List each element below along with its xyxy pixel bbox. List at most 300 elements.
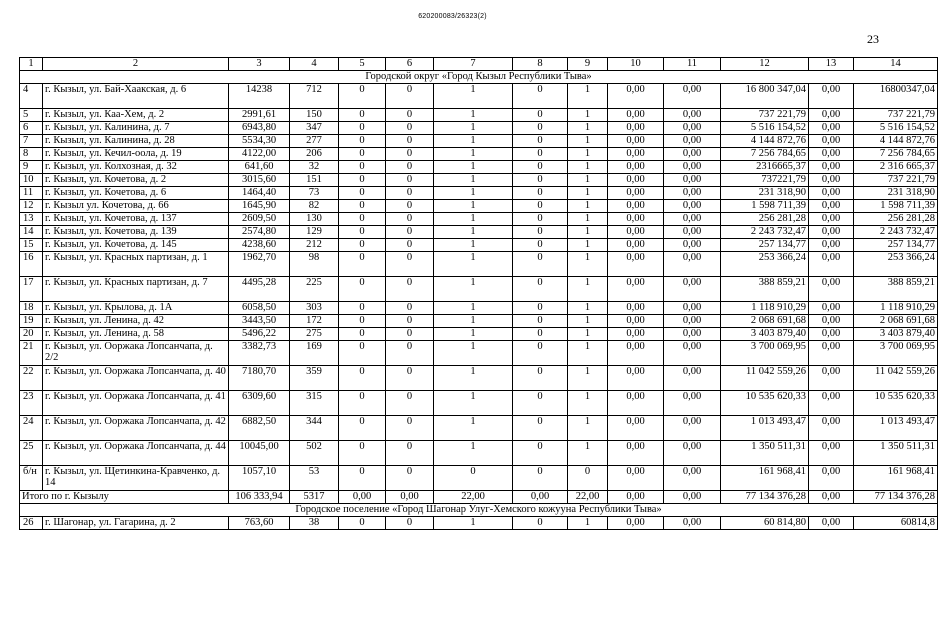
row-number: б/н	[20, 466, 43, 491]
column-header: 2	[43, 58, 229, 71]
cell-c3: 763,60	[229, 517, 290, 530]
table-row	[20, 135, 938, 148]
cell-c5: 0	[339, 517, 386, 530]
table-row	[20, 200, 938, 213]
row-number: 8	[20, 148, 43, 161]
cell-c6: 0	[386, 213, 434, 226]
row-number: 11	[20, 187, 43, 200]
cell-c3: 1962,70	[229, 252, 290, 277]
cell-c10: 0,00	[608, 416, 664, 441]
cell-c13: 0,00	[809, 239, 854, 252]
total-c3: 106 333,94	[229, 491, 290, 504]
cell-c9: 1	[568, 302, 608, 315]
cell-c8: 0	[513, 135, 568, 148]
total-c4: 5317	[290, 491, 339, 504]
cell-c13: 0,00	[809, 517, 854, 530]
cell-c14: 2 316 665,37	[854, 161, 938, 174]
row-address: г. Кызыл, ул. Крылова, д. 1А	[43, 302, 229, 315]
table-row	[20, 252, 938, 277]
cell-c12: 7 256 784,65	[721, 148, 809, 161]
row-address: г. Кызыл, ул. Кочетова, д. 6	[43, 187, 229, 200]
row-number: 10	[20, 174, 43, 187]
cell-c9: 1	[568, 84, 608, 109]
cell-c4: 359	[290, 366, 339, 391]
total-c11: 0,00	[664, 491, 721, 504]
cell-c6: 0	[386, 341, 434, 366]
cell-c3: 2609,50	[229, 213, 290, 226]
cell-c10: 0,00	[608, 161, 664, 174]
cell-c7: 1	[434, 200, 513, 213]
cell-c4: 98	[290, 252, 339, 277]
cell-c10: 0,00	[608, 277, 664, 302]
cell-c14: 16800347,04	[854, 84, 938, 109]
table-row	[20, 302, 938, 315]
cell-c10: 0,00	[608, 328, 664, 341]
cell-c6: 0	[386, 252, 434, 277]
cell-c13: 0,00	[809, 226, 854, 239]
table-row	[20, 328, 938, 341]
cell-c4: 502	[290, 441, 339, 466]
cell-c13: 0,00	[809, 122, 854, 135]
table-row	[20, 226, 938, 239]
row-number: 5	[20, 109, 43, 122]
cell-c10: 0,00	[608, 84, 664, 109]
table-row	[20, 187, 938, 200]
cell-c5: 0	[339, 84, 386, 109]
cell-c7: 1	[434, 302, 513, 315]
cell-c13: 0,00	[809, 84, 854, 109]
cell-c3: 6882,50	[229, 416, 290, 441]
cell-c10: 0,00	[608, 315, 664, 328]
cell-c5: 0	[339, 200, 386, 213]
cell-c4: 225	[290, 277, 339, 302]
cell-c5: 0	[339, 109, 386, 122]
cell-c7: 0	[434, 466, 513, 491]
cell-c3: 4122,00	[229, 148, 290, 161]
cell-c11: 0,00	[664, 148, 721, 161]
cell-c11: 0,00	[664, 174, 721, 187]
cell-c6: 0	[386, 315, 434, 328]
cell-c6: 0	[386, 122, 434, 135]
cell-c8: 0	[513, 174, 568, 187]
cell-c5: 0	[339, 174, 386, 187]
cell-c12: 257 134,77	[721, 239, 809, 252]
cell-c5: 0	[339, 122, 386, 135]
cell-c7: 1	[434, 161, 513, 174]
cell-c6: 0	[386, 239, 434, 252]
table-row	[20, 366, 938, 391]
cell-c14: 4 144 872,76	[854, 135, 938, 148]
cell-c5: 0	[339, 148, 386, 161]
cell-c8: 0	[513, 200, 568, 213]
table-row	[20, 213, 938, 226]
cell-c5: 0	[339, 277, 386, 302]
cell-c9: 1	[568, 252, 608, 277]
cell-c6: 0	[386, 200, 434, 213]
cell-c13: 0,00	[809, 391, 854, 416]
row-number: 18	[20, 302, 43, 315]
cell-c7: 1	[434, 174, 513, 187]
cell-c13: 0,00	[809, 302, 854, 315]
cell-c10: 0,00	[608, 341, 664, 366]
table-row	[20, 466, 938, 491]
row-number: 15	[20, 239, 43, 252]
cell-c8: 0	[513, 187, 568, 200]
cell-c12: 2 068 691,68	[721, 315, 809, 328]
section-row	[20, 71, 938, 84]
cell-c5: 0	[339, 366, 386, 391]
cell-c11: 0,00	[664, 239, 721, 252]
cell-c10: 0,00	[608, 226, 664, 239]
cell-c3: 4238,60	[229, 239, 290, 252]
cell-c3: 2991,61	[229, 109, 290, 122]
cell-c7: 1	[434, 187, 513, 200]
table-row	[20, 315, 938, 328]
cell-c3: 5534,30	[229, 135, 290, 148]
total-c7: 22,00	[434, 491, 513, 504]
cell-c4: 151	[290, 174, 339, 187]
cell-c12: 3 700 069,95	[721, 341, 809, 366]
cell-c4: 38	[290, 517, 339, 530]
cell-c11: 0,00	[664, 122, 721, 135]
cell-c8: 0	[513, 315, 568, 328]
row-address: г. Кызыл, ул. Ленина, д. 58	[43, 328, 229, 341]
section-title: Городской округ «Город Кызыл Республики Тыва»	[20, 71, 938, 84]
row-address: г. Кызыл, ул. Кечил-оола, д. 19	[43, 148, 229, 161]
cell-c8: 0	[513, 161, 568, 174]
cell-c8: 0	[513, 226, 568, 239]
cell-c9: 1	[568, 187, 608, 200]
column-header: 9	[568, 58, 608, 71]
cell-c9: 1	[568, 315, 608, 328]
cell-c14: 253 366,24	[854, 252, 938, 277]
cell-c8: 0	[513, 239, 568, 252]
cell-c11: 0,00	[664, 213, 721, 226]
cell-c6: 0	[386, 517, 434, 530]
cell-c12: 16 800 347,04	[721, 84, 809, 109]
cell-c12: 256 281,28	[721, 213, 809, 226]
cell-c9: 1	[568, 517, 608, 530]
cell-c13: 0,00	[809, 161, 854, 174]
cell-c11: 0,00	[664, 161, 721, 174]
cell-c6: 0	[386, 148, 434, 161]
cell-c5: 0	[339, 213, 386, 226]
row-address: г. Кызыл, ул. Красных партизан, д. 1	[43, 252, 229, 277]
table-row	[20, 416, 938, 441]
cell-c12: 10 535 620,33	[721, 391, 809, 416]
cell-c14: 1 598 711,39	[854, 200, 938, 213]
cell-c9: 1	[568, 161, 608, 174]
cell-c12: 3 403 879,40	[721, 328, 809, 341]
document-id: 620200083/26323(2)	[418, 13, 487, 20]
cell-c10: 0,00	[608, 122, 664, 135]
cell-c7: 1	[434, 315, 513, 328]
cell-c12: 5 516 154,52	[721, 122, 809, 135]
row-number: 7	[20, 135, 43, 148]
cell-c8: 0	[513, 391, 568, 416]
cell-c14: 388 859,21	[854, 277, 938, 302]
cell-c13: 0,00	[809, 174, 854, 187]
cell-c10: 0,00	[608, 135, 664, 148]
cell-c3: 5496,22	[229, 328, 290, 341]
row-number: 4	[20, 84, 43, 109]
cell-c12: 2 243 732,47	[721, 226, 809, 239]
row-number: 26	[20, 517, 43, 530]
table-row	[20, 109, 938, 122]
cell-c14: 2 068 691,68	[854, 315, 938, 328]
cell-c14: 3 700 069,95	[854, 341, 938, 366]
cell-c12: 161 968,41	[721, 466, 809, 491]
cell-c3: 2574,80	[229, 226, 290, 239]
cell-c3: 6309,60	[229, 391, 290, 416]
cell-c4: 206	[290, 148, 339, 161]
cell-c7: 1	[434, 328, 513, 341]
row-number: 17	[20, 277, 43, 302]
column-header: 7	[434, 58, 513, 71]
cell-c14: 60814,8	[854, 517, 938, 530]
cell-c9: 1	[568, 122, 608, 135]
cell-c3: 14238	[229, 84, 290, 109]
cell-c7: 1	[434, 252, 513, 277]
table-row	[20, 239, 938, 252]
cell-c13: 0,00	[809, 315, 854, 328]
row-address: г. Кызыл, ул. Кочетова, д. 145	[43, 239, 229, 252]
cell-c5: 0	[339, 187, 386, 200]
cell-c12: 737 221,79	[721, 109, 809, 122]
table-row	[20, 122, 938, 135]
cell-c3: 10045,00	[229, 441, 290, 466]
cell-c10: 0,00	[608, 200, 664, 213]
cell-c4: 303	[290, 302, 339, 315]
section-title: Городское поселение «Город Шагонар Улуг-Хемского кожууна Республики Тыва»	[20, 504, 938, 517]
cell-c11: 0,00	[664, 391, 721, 416]
cell-c6: 0	[386, 277, 434, 302]
row-address: г. Кызыл, ул. Ооржака Лопсанчапа, д. 41	[43, 391, 229, 416]
row-address: г. Шагонар, ул. Гагарина, д. 2	[43, 517, 229, 530]
cell-c8: 0	[513, 302, 568, 315]
cell-c4: 275	[290, 328, 339, 341]
table-body	[20, 58, 938, 530]
total-c10: 0,00	[608, 491, 664, 504]
cell-c6: 0	[386, 226, 434, 239]
cell-c14: 257 134,77	[854, 239, 938, 252]
cell-c4: 712	[290, 84, 339, 109]
cell-c8: 0	[513, 277, 568, 302]
cell-c6: 0	[386, 416, 434, 441]
cell-c12: 1 118 910,29	[721, 302, 809, 315]
cell-c11: 0,00	[664, 441, 721, 466]
cell-c4: 212	[290, 239, 339, 252]
cell-c10: 0,00	[608, 517, 664, 530]
table-row	[20, 174, 938, 187]
row-number: 19	[20, 315, 43, 328]
cell-c3: 641,60	[229, 161, 290, 174]
cell-c13: 0,00	[809, 466, 854, 491]
cell-c5: 0	[339, 252, 386, 277]
cell-c4: 172	[290, 315, 339, 328]
cell-c13: 0,00	[809, 277, 854, 302]
cell-c9: 1	[568, 109, 608, 122]
cell-c9: 1	[568, 277, 608, 302]
cell-c5: 0	[339, 135, 386, 148]
cell-c8: 0	[513, 148, 568, 161]
row-address: г. Кызыл, ул. Кочетова, д. 139	[43, 226, 229, 239]
cell-c12: 1 350 511,31	[721, 441, 809, 466]
cell-c7: 1	[434, 148, 513, 161]
row-number: 21	[20, 341, 43, 366]
cell-c9: 1	[568, 366, 608, 391]
cell-c6: 0	[386, 302, 434, 315]
row-address: г. Кызыл ул. Кочетова, д. 66	[43, 200, 229, 213]
cell-c7: 1	[434, 366, 513, 391]
cell-c14: 231 318,90	[854, 187, 938, 200]
cell-c14: 1 013 493,47	[854, 416, 938, 441]
cell-c13: 0,00	[809, 328, 854, 341]
table-row	[20, 517, 938, 530]
cell-c11: 0,00	[664, 517, 721, 530]
cell-c13: 0,00	[809, 252, 854, 277]
row-number: 23	[20, 391, 43, 416]
column-header: 12	[721, 58, 809, 71]
cell-c14: 1 118 910,29	[854, 302, 938, 315]
row-number: 9	[20, 161, 43, 174]
cell-c11: 0,00	[664, 466, 721, 491]
row-address: г. Кызыл, ул. Ленина, д. 42	[43, 315, 229, 328]
cell-c9: 1	[568, 226, 608, 239]
cell-c10: 0,00	[608, 391, 664, 416]
cell-c6: 0	[386, 187, 434, 200]
cell-c7: 1	[434, 122, 513, 135]
cell-c6: 0	[386, 174, 434, 187]
cell-c12: 60 814,80	[721, 517, 809, 530]
column-header: 6	[386, 58, 434, 71]
cell-c10: 0,00	[608, 302, 664, 315]
cell-c3: 1464,40	[229, 187, 290, 200]
cell-c8: 0	[513, 466, 568, 491]
cell-c6: 0	[386, 366, 434, 391]
row-address: г. Кызыл, ул. Ооржака Лопсанчапа, д. 40	[43, 366, 229, 391]
cell-c7: 1	[434, 391, 513, 416]
row-number: 13	[20, 213, 43, 226]
cell-c4: 129	[290, 226, 339, 239]
cell-c3: 7180,70	[229, 366, 290, 391]
cell-c12: 4 144 872,76	[721, 135, 809, 148]
cell-c14: 7 256 784,65	[854, 148, 938, 161]
column-header: 11	[664, 58, 721, 71]
cell-c14: 5 516 154,52	[854, 122, 938, 135]
cell-c12: 2316665,37	[721, 161, 809, 174]
cell-c14: 256 281,28	[854, 213, 938, 226]
cell-c10: 0,00	[608, 366, 664, 391]
table-row	[20, 277, 938, 302]
cell-c10: 0,00	[608, 148, 664, 161]
cell-c6: 0	[386, 109, 434, 122]
column-header: 8	[513, 58, 568, 71]
cell-c11: 0,00	[664, 109, 721, 122]
cell-c13: 0,00	[809, 148, 854, 161]
total-row	[20, 491, 938, 504]
cell-c10: 0,00	[608, 174, 664, 187]
cell-c3: 3015,60	[229, 174, 290, 187]
cell-c11: 0,00	[664, 416, 721, 441]
cell-c8: 0	[513, 328, 568, 341]
cell-c6: 0	[386, 328, 434, 341]
cell-c9: 1	[568, 239, 608, 252]
cell-c3: 3382,73	[229, 341, 290, 366]
cell-c5: 0	[339, 391, 386, 416]
cell-c12: 388 859,21	[721, 277, 809, 302]
cell-c9: 1	[568, 148, 608, 161]
cell-c4: 130	[290, 213, 339, 226]
cell-c5: 0	[339, 302, 386, 315]
row-number: 12	[20, 200, 43, 213]
cell-c13: 0,00	[809, 200, 854, 213]
cell-c7: 1	[434, 84, 513, 109]
cell-c4: 150	[290, 109, 339, 122]
cell-c3: 1645,90	[229, 200, 290, 213]
cell-c7: 1	[434, 277, 513, 302]
cell-c12: 231 318,90	[721, 187, 809, 200]
row-address: г. Кызыл, ул. Красных партизан, д. 7	[43, 277, 229, 302]
total-c13: 0,00	[809, 491, 854, 504]
row-number: 22	[20, 366, 43, 391]
cell-c14: 737 221,79	[854, 174, 938, 187]
cell-c4: 315	[290, 391, 339, 416]
row-address: г. Кызыл, ул. Колхозная, д. 32	[43, 161, 229, 174]
cell-c4: 344	[290, 416, 339, 441]
cell-c6: 0	[386, 135, 434, 148]
cell-c11: 0,00	[664, 200, 721, 213]
cell-c10: 0,00	[608, 441, 664, 466]
cell-c3: 4495,28	[229, 277, 290, 302]
cell-c7: 1	[434, 135, 513, 148]
cell-c4: 73	[290, 187, 339, 200]
table-row	[20, 391, 938, 416]
cell-c6: 0	[386, 441, 434, 466]
table-row	[20, 341, 938, 366]
cell-c11: 0,00	[664, 187, 721, 200]
cell-c5: 0	[339, 161, 386, 174]
table-row	[20, 441, 938, 466]
cell-c10: 0,00	[608, 187, 664, 200]
cell-c14: 10 535 620,33	[854, 391, 938, 416]
cell-c8: 0	[513, 441, 568, 466]
cell-c8: 0	[513, 517, 568, 530]
cell-c5: 0	[339, 226, 386, 239]
row-number: 16	[20, 252, 43, 277]
total-label: Итого по г. Кызылу	[20, 491, 229, 504]
cell-c9: 1	[568, 441, 608, 466]
cell-c13: 0,00	[809, 441, 854, 466]
cell-c4: 82	[290, 200, 339, 213]
cell-c13: 0,00	[809, 187, 854, 200]
column-header: 1	[20, 58, 43, 71]
cell-c13: 0,00	[809, 135, 854, 148]
cell-c14: 3 403 879,40	[854, 328, 938, 341]
cell-c7: 1	[434, 341, 513, 366]
cell-c13: 0,00	[809, 416, 854, 441]
cell-c8: 0	[513, 84, 568, 109]
cell-c12: 1 013 493,47	[721, 416, 809, 441]
cell-c10: 0,00	[608, 466, 664, 491]
cell-c5: 0	[339, 328, 386, 341]
table-row	[20, 84, 938, 109]
cell-c8: 0	[513, 213, 568, 226]
cell-c9: 1	[568, 213, 608, 226]
section-row	[20, 504, 938, 517]
cell-c11: 0,00	[664, 315, 721, 328]
cell-c3: 6058,50	[229, 302, 290, 315]
